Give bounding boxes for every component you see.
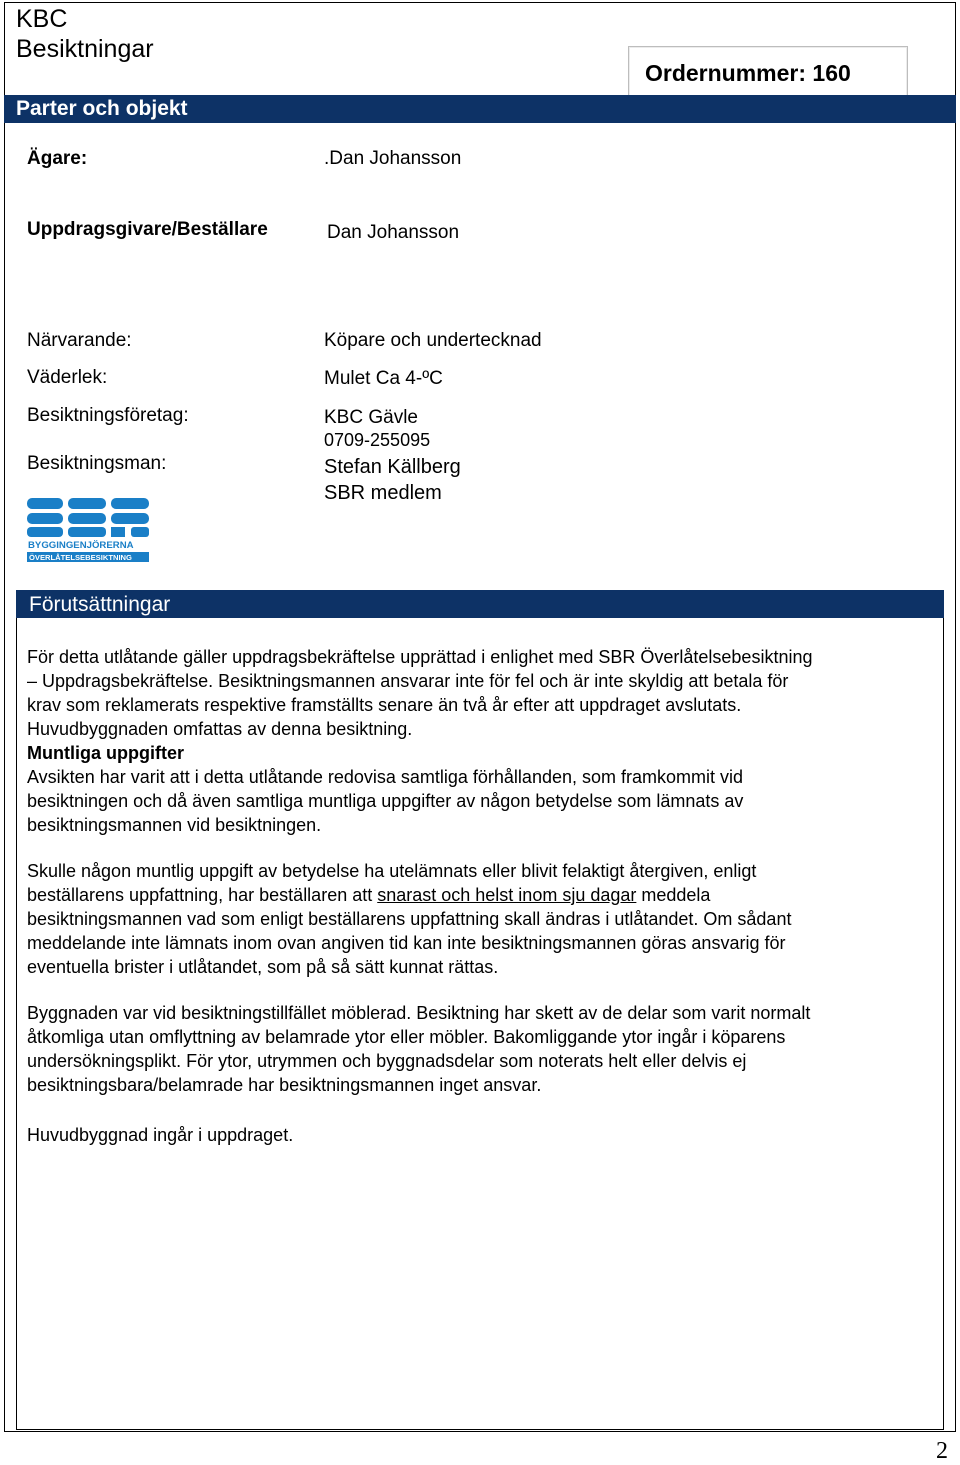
sbr-logo [27, 498, 149, 562]
text-span: meddela [636, 885, 711, 905]
logo-text-line2: ÖVERLÅTELSEBESIKTNING [29, 553, 132, 562]
text-line: eventuella brister i utlåtandet, som på så sätt kunnat rättas. [27, 957, 499, 977]
section-bar-conditions [16, 590, 944, 618]
text-line: Byggnaden var vid besiktningstillfället möblerad. Besiktning har skett av de delar som varit normalt [27, 1003, 811, 1023]
text-span: beställarens uppfattning, har beställaren att [27, 885, 378, 905]
logo-text-line1: BYGGINGENJÖRERNA [28, 540, 134, 551]
company-info [324, 406, 430, 452]
weather-label: Väderlek: [27, 367, 108, 388]
text-line: undersökningsplikt. För ytor, utrymmen och byggnadsdelar som noterats helt eller delvis ej [27, 1051, 747, 1071]
brand-header [16, 4, 154, 64]
client-value: Dan Johansson [327, 222, 460, 243]
conditions-title: Förutsättningar [29, 593, 171, 616]
weather-value: Mulet Ca 4-ºC [324, 368, 443, 389]
document-title: Besiktningar [16, 35, 154, 63]
text-line: – Uppdragsbekräftelse. Besiktningsmannen ansvarar inte för fel och är inte skyldig att betala för [27, 671, 789, 691]
owner-label: Ägare: [27, 148, 88, 169]
text-line: För detta utlåtande gäller uppdragsbekräftelse upprättad i enlighet med SBR Överlåtelsebesiktning [27, 647, 813, 667]
paragraph-oral-corrections [27, 859, 937, 979]
text-line: meddelande inte lämnats inom ovan angiven tid kan inte besiktningsmannen göras ansvarig för [27, 933, 786, 953]
text-line: åtkomliga utan omflyttning av belamrade ytor eller möbler. Bakomliggande ytor ingår i köparens [27, 1027, 786, 1047]
underlined-deadline: snarast och helst inom sju dagar [377, 885, 637, 905]
text-line: Huvudbyggnaden omfattas av denna besiktning. [27, 719, 413, 739]
paragraph-conditions [27, 645, 937, 837]
paragraph-furnished [27, 1001, 937, 1097]
present-value: Köpare och undertecknad [324, 330, 542, 351]
inspector-value: Stefan Källberg [324, 456, 461, 478]
text-line: Avsikten har varit att i detta utlåtande redovisa samtliga förhållanden, som framkommit vid [27, 767, 744, 787]
client-label: Uppdragsgivare/Beställare [27, 219, 268, 240]
oral-info-heading: Muntliga uppgifter [27, 743, 184, 763]
text-line: besiktningsmannen vad som enligt beställarens uppfattning skall ändras i utlåtandet. Om sådant [27, 909, 792, 929]
company-phone: 0709-255095 [324, 430, 431, 450]
text-line: besiktningen och då även samtliga muntliga uppgifter av någon betydelse som lämnats av [27, 791, 744, 811]
present-label: Närvarande: [27, 330, 132, 351]
text-line: Skulle någon muntlig uppgift av betydelse ha utelämnats eller blivit felaktigt återgiven, enligt [27, 861, 757, 881]
page-number: 2 [936, 1438, 948, 1464]
text-line-mixed [27, 883, 937, 907]
company-label: Besiktningsföretag: [27, 405, 189, 426]
membership-value: SBR medlem [324, 482, 442, 504]
inspector-label: Besiktningsman: [27, 453, 167, 474]
company-name: KBC [16, 5, 68, 33]
company-value: KBC Gävle [324, 407, 418, 428]
order-number-box: Ordernummer: 160 [628, 46, 908, 100]
text-line: krav som reklamerats respektive framställts senare än två år efter att uppdraget avslutats. [27, 695, 742, 715]
section-bar-parties: Parter och objekt [4, 95, 956, 123]
inspector-info [324, 454, 461, 506]
paragraph-main-building: Huvudbyggnad ingår i uppdraget. [27, 1125, 294, 1145]
text-line: besiktningsbara/belamrade har besiktningsmannen inget ansvar. [27, 1075, 542, 1095]
owner-value: .Dan Johansson [324, 148, 462, 169]
text-line: besiktningsmannen vid besiktningen. [27, 815, 322, 835]
